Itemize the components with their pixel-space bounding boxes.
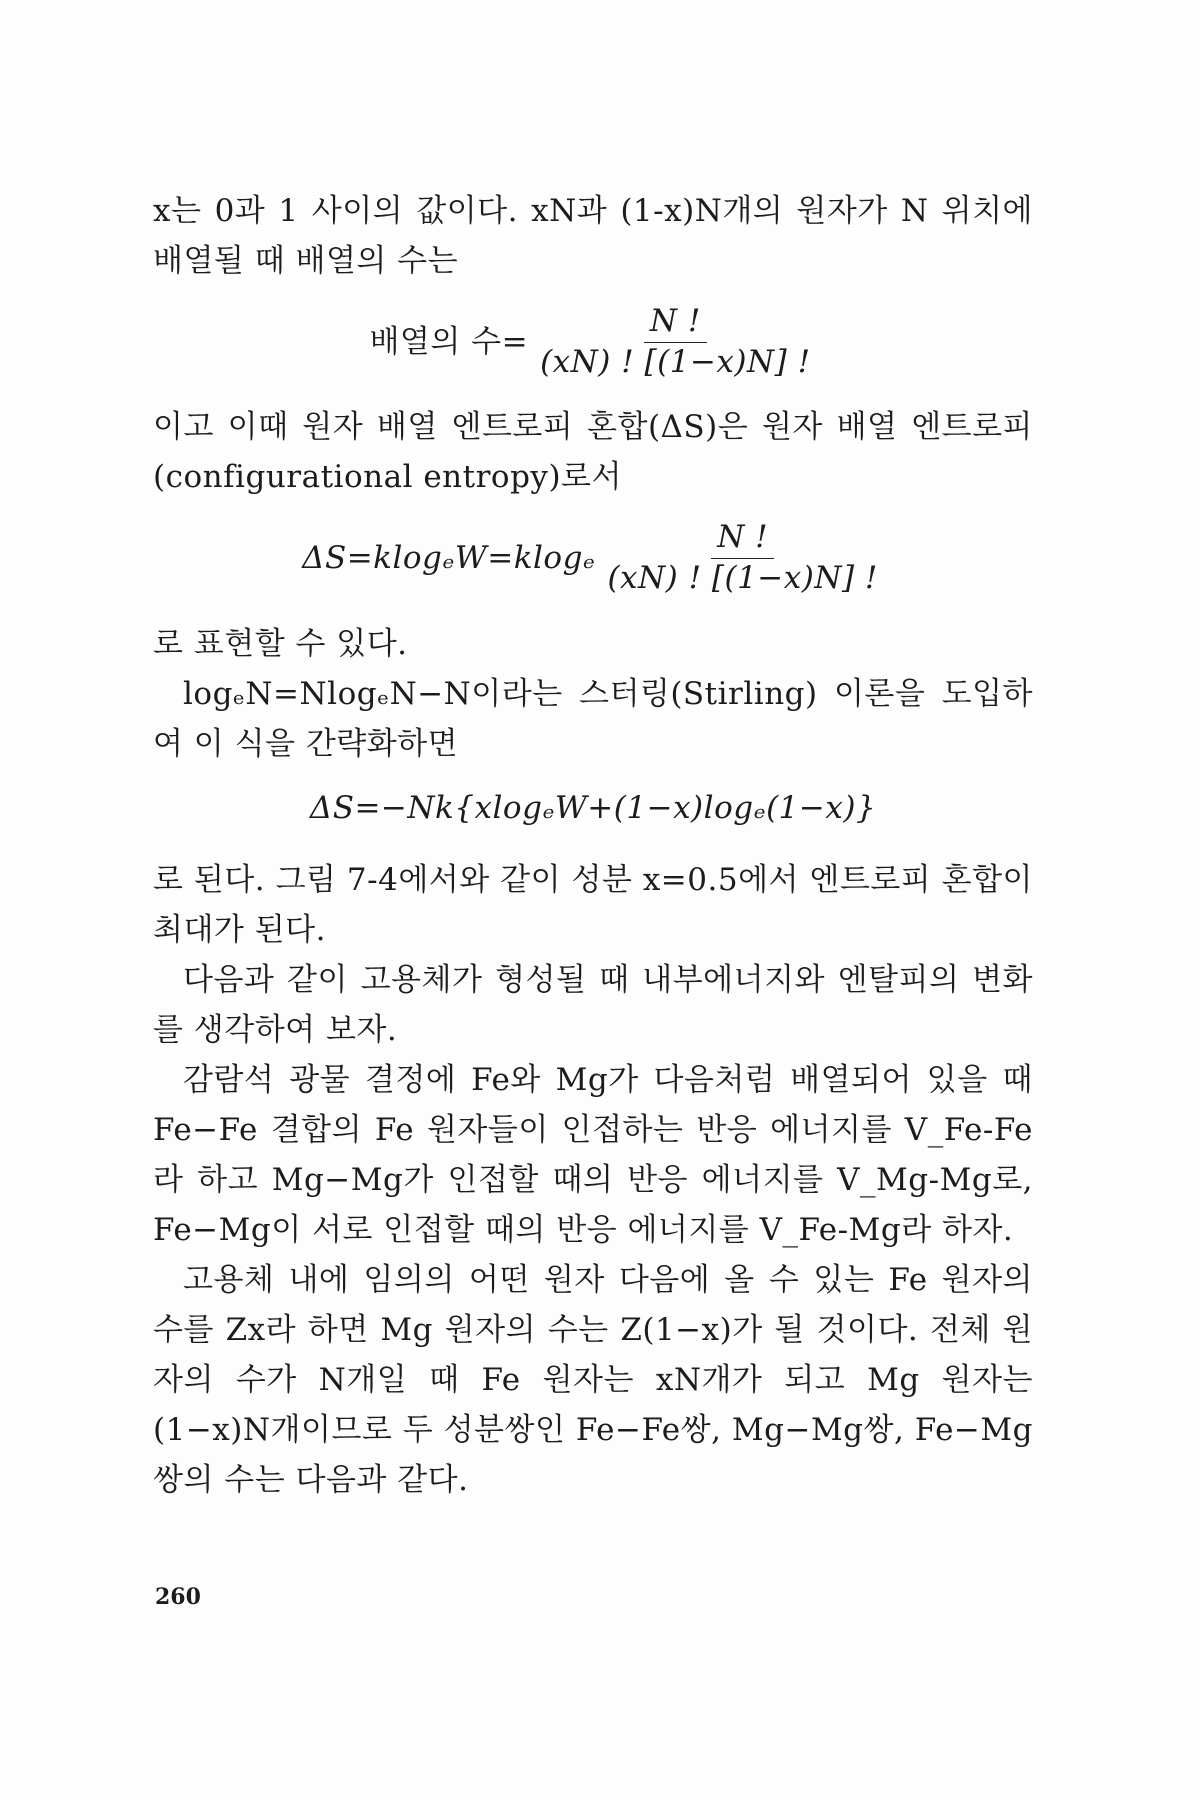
equation-lhs: ΔS=klogₑW=klogₑ — [302, 540, 596, 577]
fraction — [601, 520, 883, 596]
equation-entropy — [153, 520, 1033, 596]
fraction-denominator: (xN) ! [(1−x)N] ! — [607, 559, 878, 596]
equation-text: ΔS=−Nk{xlogₑW+(1−x)logₑ(1−x)} — [309, 789, 877, 826]
fraction-numerator: N ! — [711, 520, 774, 559]
equation-lhs: 배열의 수= — [369, 324, 529, 361]
equation-arrangements — [153, 304, 1033, 380]
paragraph-6: 다음과 같이 고용체가 형성될 때 내부에너지와 엔탈피의 변화를 생각하여 보자. — [153, 961, 1033, 1048]
paragraph-5: 로 된다. 그림 7-4에서와 같이 성분 x=0.5에서 엔트로피 혼합이 최대가 된다. — [153, 861, 1033, 948]
page-number: 260 — [155, 1584, 201, 1610]
equation-simplified — [153, 783, 1033, 833]
paragraph-7: 감람석 광물 결정에 Fe와 Mg가 다음처럼 배열되어 있을 때 Fe−Fe 결합의 Fe 원자들이 인접하는 반응 에너지를 V_Fe-Fe라 하고 Mg−Mg가 인접할 때의 반응 에너지를 V_Mg-Mg로, Fe−Mg이 서로 인접할 때의 반응 에너지를 V_Fe-Mg라 하자. — [153, 1061, 1033, 1248]
paragraph-1: x는 0과 1 사이의 값이다. xN과 (1-x)N개의 원자가 N 위치에 배열될 때 배열의 수는 — [153, 193, 1033, 279]
paragraph-8: 고용체 내에 임의의 어떤 원자 다음에 올 수 있는 Fe 원자의 수를 Zx라 하면 Mg 원자의 수는 Z(1−x)가 될 것이다. 전체 원자의 수가 N개일 때 Fe 원자는 xN개가 되고 Mg 원자는 (1−x)N개이므로 두 성분쌍인 Fe−Fe쌍, Mg−Mg쌍, Fe−Mg쌍의 수는 다음과 같다. — [153, 1261, 1034, 1498]
fraction-denominator: (xN) ! [(1−x)N] ! — [540, 343, 811, 380]
fraction-numerator: N ! — [644, 304, 707, 343]
paragraph-3: 로 표현할 수 있다. — [153, 625, 408, 662]
paragraph-4: logₑN=NlogₑN−N이라는 스터링(Stirling) 이론을 도입하여 이 식을 간략화하면 — [153, 675, 1033, 762]
body-text — [153, 186, 1033, 1505]
paragraph-2: 이고 이때 원자 배열 엔트로피 혼합(ΔS)은 원자 배열 엔트로피 (configurational entropy)로서 — [153, 409, 1033, 496]
fraction — [534, 304, 816, 380]
